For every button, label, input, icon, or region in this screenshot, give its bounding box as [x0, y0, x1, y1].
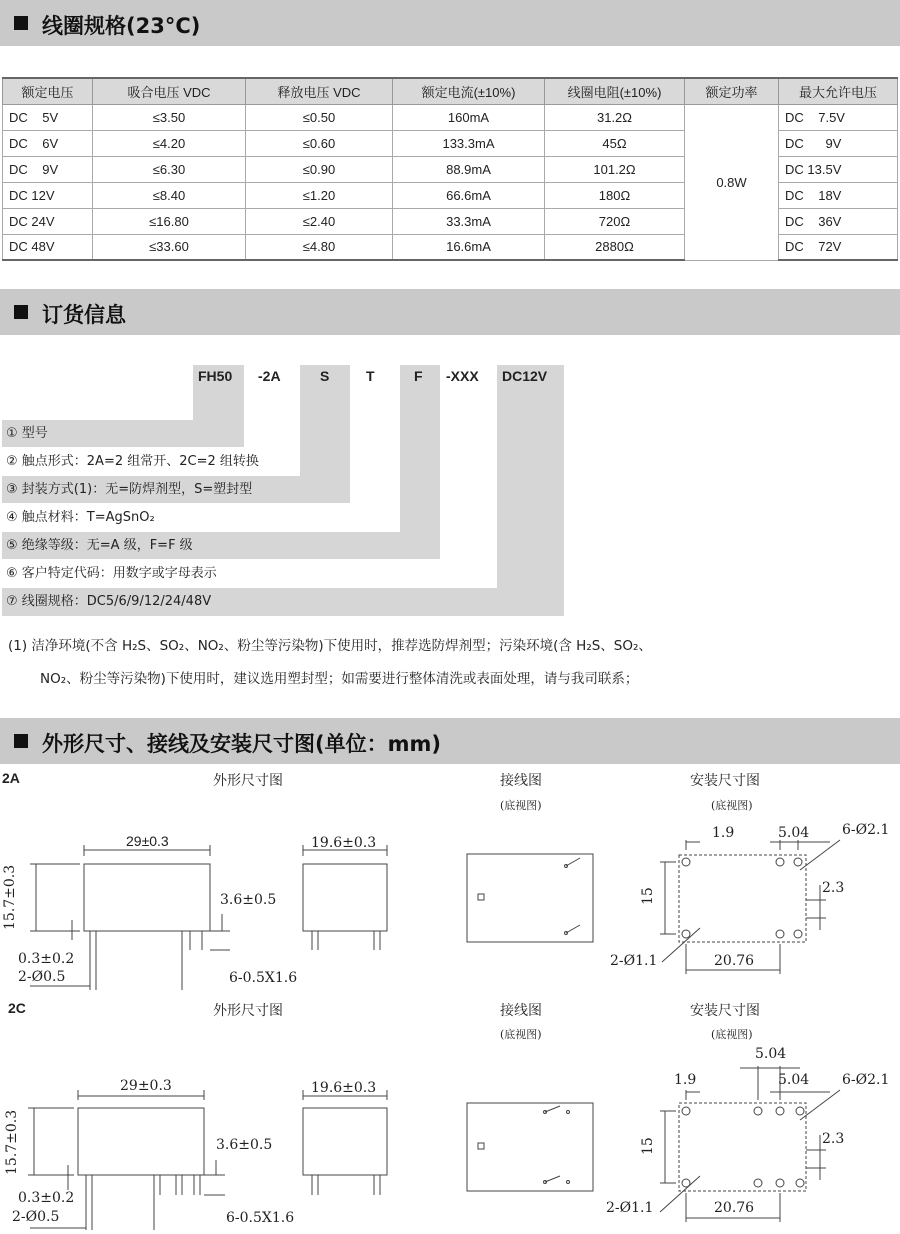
table-cell: ≤0.90 — [246, 156, 393, 182]
table-cell: 88.9mA — [393, 156, 545, 182]
table-cell: DC 18V — [779, 182, 898, 208]
table-cell: 133.3mA — [393, 130, 545, 156]
table-cell: 33.3mA — [393, 208, 545, 234]
order-item: ③ 封装方式(1)：无=防焊剂型，S=塑封型 — [6, 482, 253, 497]
order-item: ⑦ 线圈规格：DC5/6/9/12/24/48V — [6, 594, 212, 609]
mounting-title-2a: 安装尺寸图 — [690, 773, 760, 789]
wiring-diagram-2c — [467, 1103, 593, 1191]
table-cell: ≤8.40 — [93, 182, 246, 208]
order-code-material: T — [366, 368, 375, 384]
order-item: ⑤ 绝缘等级：无=A 级，F=F 级 — [6, 538, 193, 553]
table-cell: DC 6V — [3, 130, 93, 156]
bottom-view-label: (底视图) — [711, 1028, 753, 1041]
variant-label-2a: 2A — [2, 770, 20, 786]
dim-mount-15: 15 — [640, 1137, 656, 1155]
table-cell: 31.2Ω — [545, 104, 685, 130]
dim-mount-5-04: 5.04 — [778, 825, 810, 841]
order-item: ⑥ 客户特定代码：用数字或字母表示 — [6, 566, 217, 581]
order-code-model: FH50 — [198, 368, 233, 384]
table-cell: ≤6.30 — [93, 156, 246, 182]
table-cell: DC 9V — [3, 156, 93, 182]
table-cell: ≤16.80 — [93, 208, 246, 234]
order-code-coil: DC12V — [502, 368, 548, 384]
table-cell: DC 7.5V — [779, 104, 898, 130]
column-header: 额定电流(±10%) — [393, 78, 545, 104]
table-cell: DC 12V — [3, 182, 93, 208]
dim-pin-size: 6-0.5X1.6 — [226, 1210, 295, 1226]
dim-pin-diameter: 2-Ø0.5 — [18, 969, 66, 985]
column-header: 线圈电阻(±10%) — [545, 78, 685, 104]
table-cell: 16.6mA — [393, 234, 545, 260]
table-cell: ≤4.20 — [93, 130, 246, 156]
dim-width: 19.6±0.3 — [311, 1080, 377, 1096]
dim-mount-1-9: 1.9 — [674, 1072, 697, 1088]
dim-height: 15.7±0.3 — [4, 1109, 20, 1175]
dim-mount-2-3: 2.3 — [822, 880, 845, 896]
column-header: 最大允许电压 — [779, 78, 898, 104]
dim-mount-holes: 6-Ø2.1 — [842, 1072, 890, 1088]
table-cell: DC 48V — [3, 234, 93, 260]
table-cell: ≤33.60 — [93, 234, 246, 260]
table-cell: DC 9V — [779, 130, 898, 156]
wiring-diagram-2a — [467, 854, 593, 942]
table-cell: ≤4.80 — [246, 234, 393, 260]
wiring-title-2c: 接线图 — [500, 1003, 542, 1019]
mounting-title-2c: 安装尺寸图 — [690, 1003, 760, 1019]
table-cell: 720Ω — [545, 208, 685, 234]
column-header: 吸合电压 VDC — [93, 78, 246, 104]
table-cell: 2880Ω — [545, 234, 685, 260]
table-cell: ≤1.20 — [246, 182, 393, 208]
table-cell: ≤0.50 — [246, 104, 393, 130]
outline-title-2a: 外形尺寸图 — [213, 773, 283, 789]
table-cell: ≤0.60 — [246, 130, 393, 156]
section-title: 订货信息 — [42, 303, 126, 327]
bottom-view-label: (底视图) — [711, 799, 753, 812]
order-code-customer: -XXX — [446, 368, 479, 384]
outline-title-2c: 外形尺寸图 — [213, 1003, 283, 1019]
table-cell: DC 36V — [779, 208, 898, 234]
column-header: 额定电压 — [3, 78, 93, 104]
column-header: 释放电压 VDC — [246, 78, 393, 104]
table-cell: DC 24V — [3, 208, 93, 234]
bottom-view-label: (底视图) — [500, 1028, 542, 1041]
order-item: ② 触点形式：2A=2 组常开、2C=2 组转换 — [6, 454, 259, 469]
dim-mount-1-9: 1.9 — [712, 825, 735, 841]
order-item: ① 型号 — [6, 426, 48, 441]
dim-pin-diameter: 2-Ø0.5 — [12, 1209, 60, 1225]
order-code-contact: -2A — [258, 368, 281, 384]
dim-mount-5-04-top: 5.04 — [755, 1046, 787, 1062]
bottom-view-label: (底视图) — [500, 799, 542, 812]
order-code-insulation: F — [414, 368, 423, 384]
table-cell: ≤3.50 — [93, 104, 246, 130]
section-title: 线圈规格(23°C) — [42, 14, 201, 38]
table-cell: 180Ω — [545, 182, 685, 208]
dim-mount-20-76: 20.76 — [714, 1200, 755, 1216]
table-cell: 101.2Ω — [545, 156, 685, 182]
dim-standoff: 0.3±0.2 — [18, 1190, 75, 1206]
dim-mount-pin: 2-Ø1.1 — [606, 1200, 654, 1216]
outline-side-2a — [303, 845, 387, 950]
dim-mount-2-3: 2.3 — [822, 1131, 845, 1147]
dim-standoff: 0.3±0.2 — [18, 951, 75, 967]
table-cell: 66.6mA — [393, 182, 545, 208]
dim-width: 19.6±0.3 — [311, 835, 377, 851]
dim-pin-length: 3.6±0.5 — [220, 892, 277, 908]
outline-side-2c — [303, 1090, 387, 1195]
rated-power-cell: 0.8W — [685, 104, 779, 260]
order-item: ④ 触点材料：T=AgSnO₂ — [6, 510, 155, 525]
table-cell: 160mA — [393, 104, 545, 130]
dim-pin-length: 3.6±0.5 — [216, 1137, 273, 1153]
mounting-diagram-2c — [660, 1066, 840, 1222]
dim-length: 29±0.3 — [120, 1078, 172, 1094]
dim-mount-holes: 6-Ø2.1 — [842, 822, 890, 838]
dim-mount-20-76: 20.76 — [714, 953, 755, 969]
dim-height: 15.7±0.3 — [2, 864, 18, 930]
table-cell: 45Ω — [545, 130, 685, 156]
wiring-title-2a: 接线图 — [500, 773, 542, 789]
table-cell: ≤2.40 — [246, 208, 393, 234]
dim-pin-size: 6-0.5X1.6 — [229, 970, 298, 986]
dim-mount-5-04: 5.04 — [778, 1072, 810, 1088]
variant-label-2c: 2C — [8, 1000, 26, 1016]
order-note-line: (1) 洁净环境(不含 H₂S、SO₂、NO₂、粉尘等污染物)下使用时，推荐选防焊剂型；污染环境(含 H₂S、SO₂、 — [8, 638, 652, 654]
table-cell: DC 13.5V — [779, 156, 898, 182]
table-cell: DC 72V — [779, 234, 898, 260]
order-note-line: NO₂、粉尘等污染物)下使用时，建议选用塑封型；如需要进行整体清洗或表面处理，请与我司联系； — [40, 671, 639, 687]
dim-length: 29±0.3 — [126, 833, 169, 849]
dim-mount-15: 15 — [640, 887, 656, 905]
column-header: 额定功率 — [685, 78, 779, 104]
table-cell: DC 5V — [3, 104, 93, 130]
section-title: 外形尺寸、接线及安装尺寸图(单位：mm) — [42, 732, 441, 756]
dim-mount-pin: 2-Ø1.1 — [610, 953, 658, 969]
order-code-package: S — [320, 368, 330, 384]
